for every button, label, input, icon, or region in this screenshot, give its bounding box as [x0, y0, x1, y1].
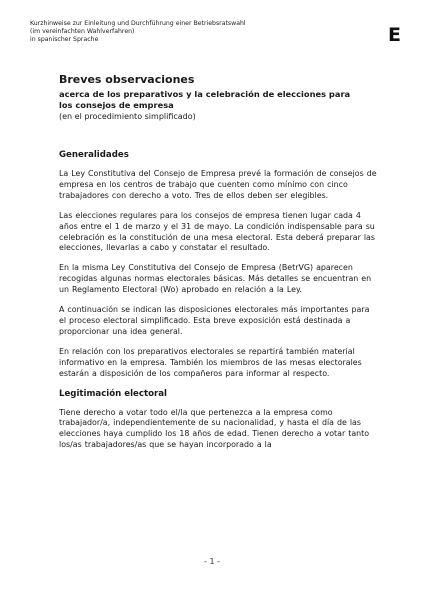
- document-subtitle-line: acerca de los preparativos y la celebración de elecciones para: [59, 89, 351, 99]
- section-heading-general: Generalidades: [59, 150, 129, 160]
- document-title: Breves observaciones: [59, 73, 195, 86]
- paragraph: Tiene derecho a votar todo el/la que pertenezca a la empresa como trabajador/a, independientemente de su nacionalidad, y hasta el día de las elecciones haya cumplido los 18 años de edad. Tienen derecho a votar tanto los/as trabajadores/as que se hayan incorporado a la: [59, 407, 370, 450]
- section-heading-legitimation: Legitimación electoral: [59, 388, 167, 399]
- document-header: [30, 20, 350, 44]
- title-block: [59, 73, 379, 122]
- paragraph: Las elecciones regulares para los consejos de empresa tienen lugar cada 4 años entre el 1 de marzo y el 31 de mayo. La condición indispensable para su celebración es la constitución de una mesa electoral. Esta deberá preparar las elecciones, llevarlas a cabo y constatar el resultado.: [59, 210, 375, 253]
- paragraph: En la misma Ley Constitutiva del Consejo de Empresa (BetrVG) aparecen recogidas algunas normas electorales básicas. Más detalles se encuentran en un Reglamento Electoral (Wo) aprobado en relación a la Ley.: [59, 263, 372, 295]
- header-line: in spanischer Sprache: [30, 36, 99, 43]
- header-line: (im vereinfachten Wahlverfahren): [30, 28, 135, 35]
- page-number: - 1 -: [204, 557, 220, 566]
- paragraph: En relación con los preparativos electorales se repartirá también material informativo en la empresa. También los miembros de las mesas electorales estarán a disposición de los compañeros para informar al respecto.: [59, 346, 362, 378]
- paragraph: A continuación se indican las disposiciones electorales más importantes para el proceso electoral simplificado. Esta breve exposición está destinada a proporcionar una idea general.: [59, 305, 370, 336]
- document-body: [59, 150, 377, 460]
- header-line: Kurzhinweise zur Einleitung und Durchführung einer Betriebsratswahl: [30, 20, 246, 27]
- document-subtitle-line: los consejos de empresa: [59, 100, 174, 110]
- document-note: (en el procedimiento simplificado): [59, 112, 196, 121]
- language-letter: E: [388, 24, 401, 46]
- paragraph: La Ley Constitutiva del Consejo de Empresa prevé la formación de consejos de empresa en los centros de trabajo que cuenten como mínimo con cinco trabajadores con derecho a voto. Tres de ellos deben ser elegibles.: [59, 169, 377, 200]
